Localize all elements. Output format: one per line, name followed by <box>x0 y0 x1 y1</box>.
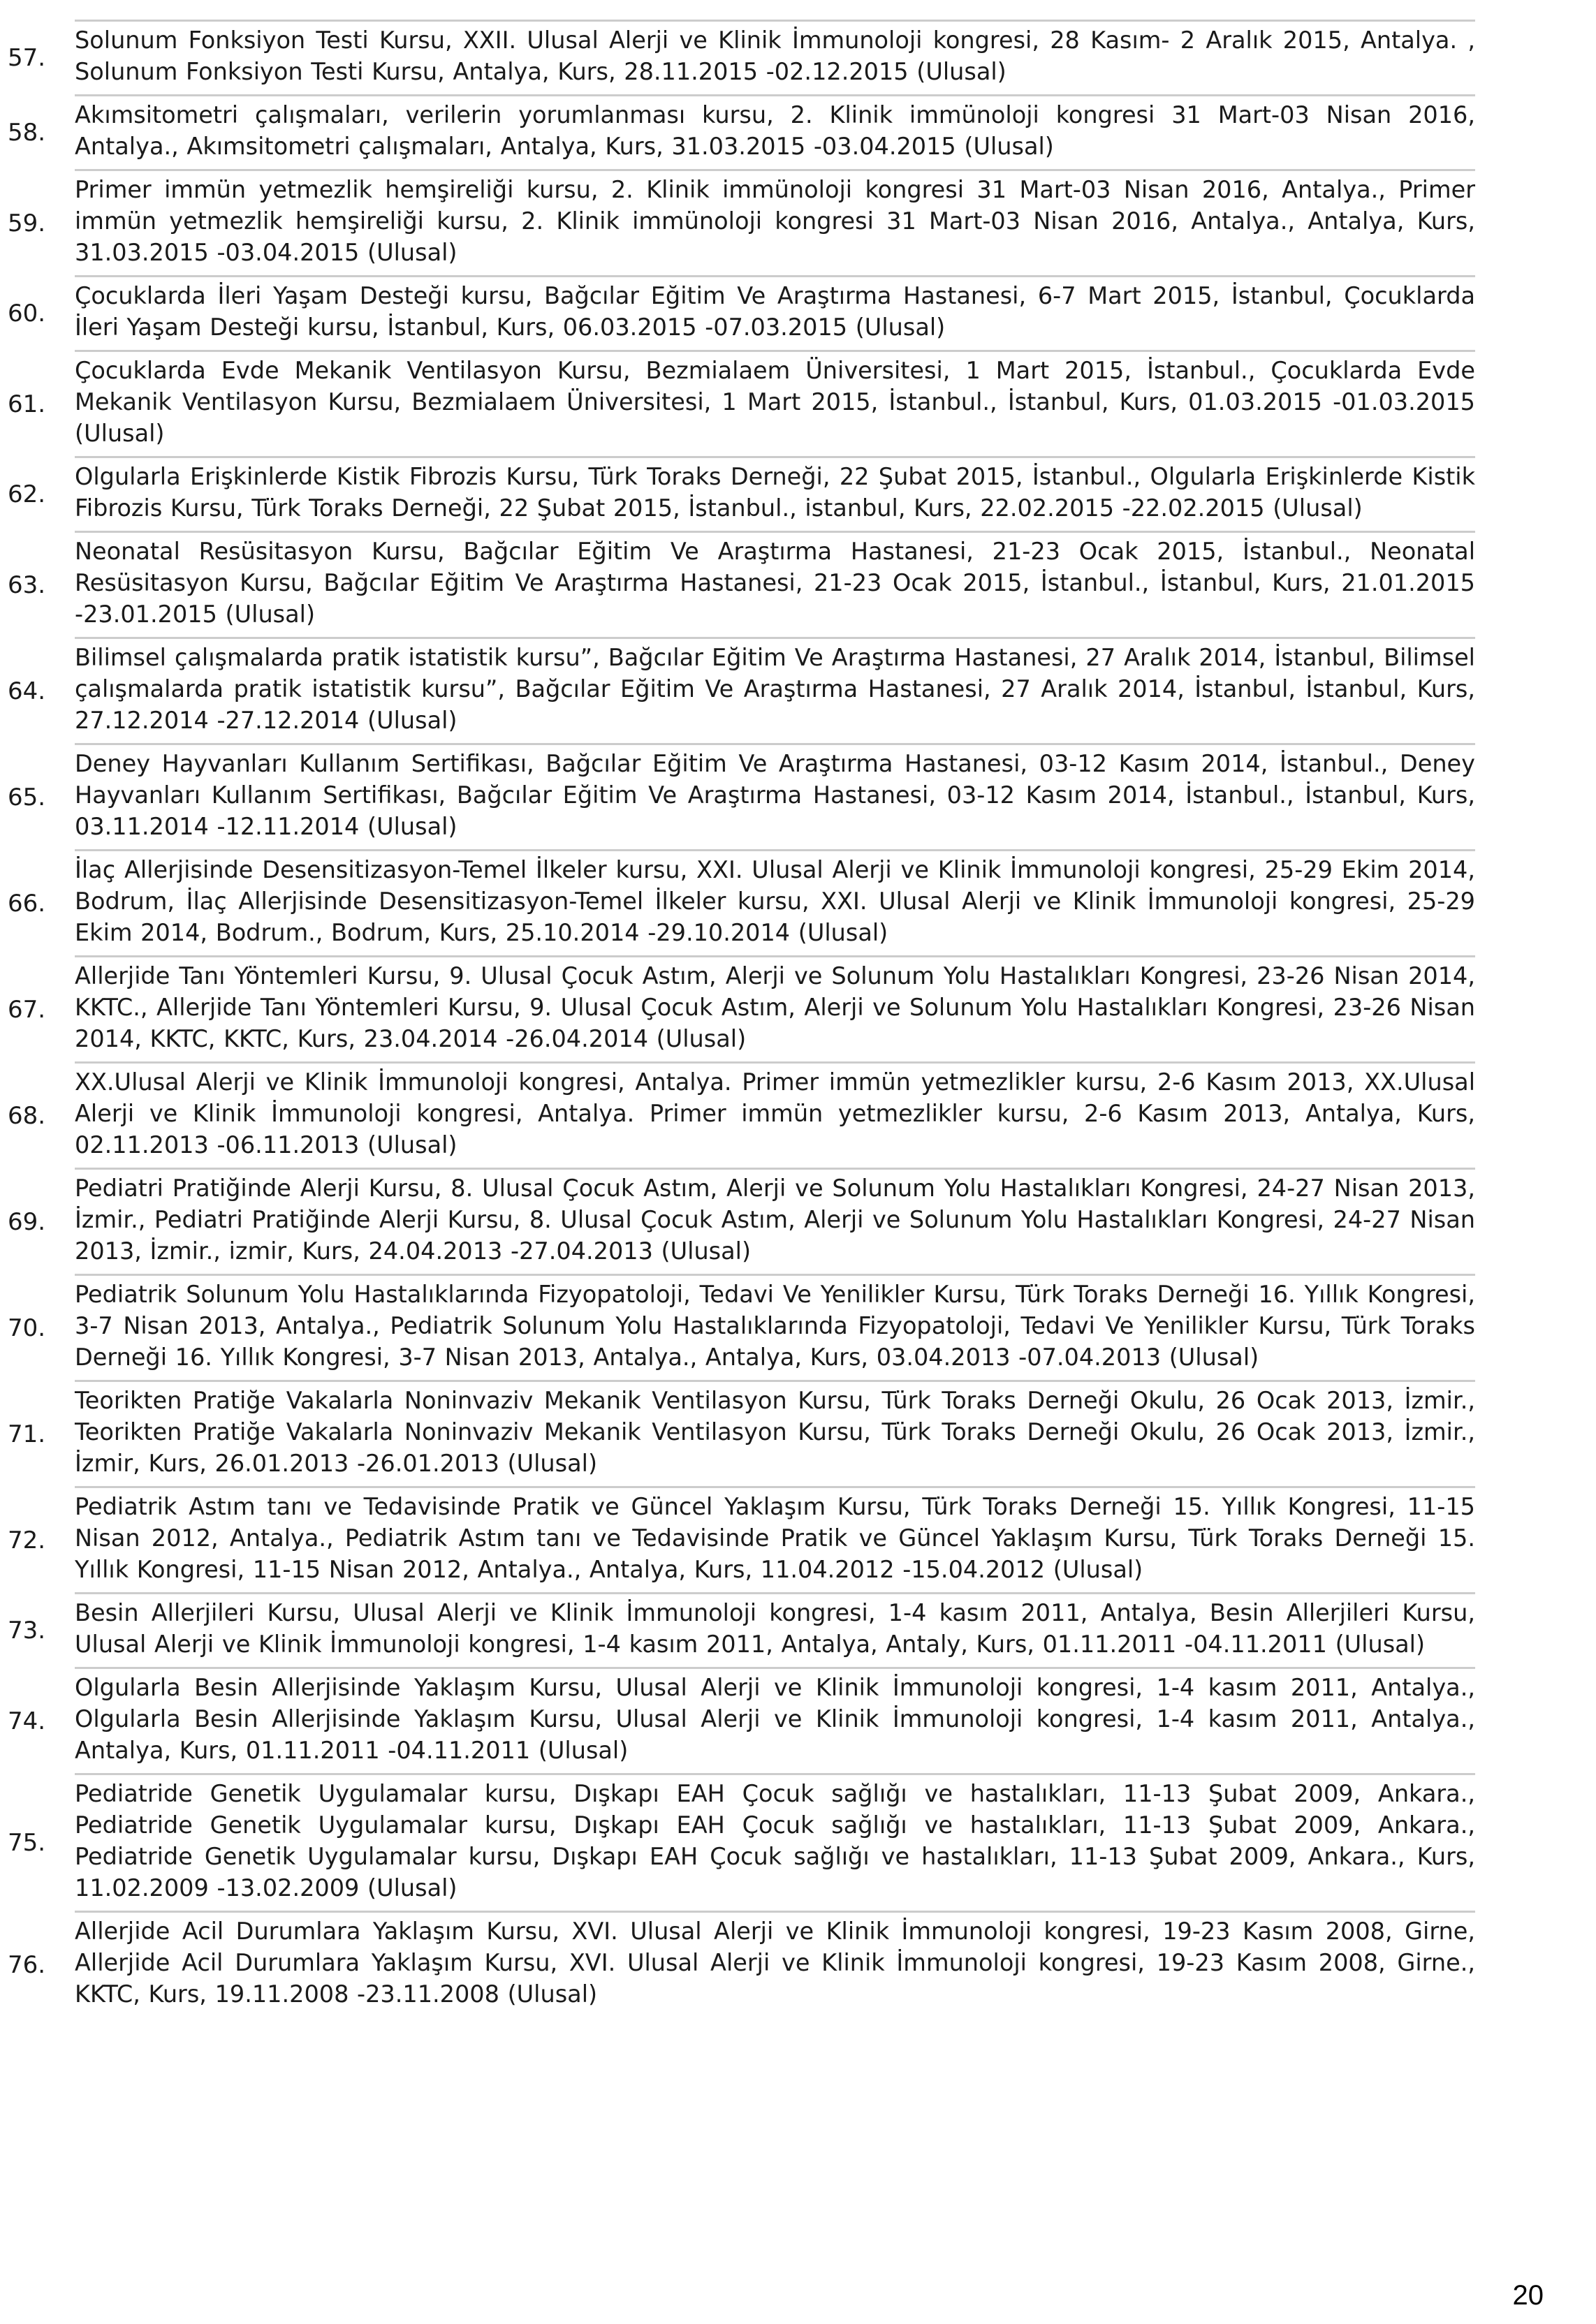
list-item <box>8 350 1475 456</box>
list-item <box>8 169 1475 275</box>
item-number: 71. <box>8 1420 46 1448</box>
item-text: Solunum Fonksiyon Testi Kursu, XXII. Ulusal Alerji ve Klinik İmmunoloji kongresi, 28 Kasım- 2 Aralık 2015, Antalya. , Solunum Fonksiyon Testi Kursu, Antalya, Kurs, 28.11.2015 -02.12.2015 (Ulusal) <box>75 27 1475 85</box>
item-number: 72. <box>8 1526 46 1554</box>
list-item <box>8 1667 1475 1773</box>
item-text: Olgularla Erişkinlerde Kistik Fibrozis Kursu, Türk Toraks Derneği, 22 Şubat 2015, İstanbul., Olgularla Erişkinlerde Kistik Fibrozis Kursu, Türk Toraks Derneği, 22 Şubat 2015, İstanbul., istanbul, Kurs, 22.02.2015 -22.02.2015 (Ulusal) <box>75 463 1475 522</box>
list-item <box>8 1486 1475 1592</box>
list-item <box>8 531 1475 637</box>
list-item <box>8 849 1475 955</box>
item-number: 58. <box>8 119 46 147</box>
item-text: Pediatride Genetik Uygulamalar kursu, Dışkapı EAH Çocuk sağlığı ve hastalıkları, 11-13 Şubat 2009, Ankara., Pediatride Genetik Uygulamalar kursu, Dışkapı EAH Çocuk sağlığı ve hastalıkları, 11-13 Şubat 2009, Ankara., Pediatride Genetik Uygulamalar kursu, Dışkapı EAH Çocuk sağlığı ve hastalıkları, 11-13 Şubat 2009, Ankara., Kurs, 11.02.2009 -13.02.2009 (Ulusal) <box>75 1780 1475 1902</box>
item-number: 67. <box>8 995 46 1024</box>
item-number: 68. <box>8 1101 46 1130</box>
item-text: İlaç Allerjisinde Desensitizasyon-Temel İlkeler kursu, XXI. Ulusal Alerji ve Klinik İmmunoloji kongresi, 25-29 Ekim 2014, Bodrum, İlaç Allerjisinde Desensitizasyon-Temel İlkeler kursu, XXI. Ulusal Alerji ve Klinik İmmunoloji kongresi, 25-29 Ekim 2014, Bodrum., Bodrum, Kurs, 25.10.2014 -29.10.2014 (Ulusal) <box>75 856 1475 946</box>
item-number: 62. <box>8 480 46 508</box>
list-item <box>8 456 1475 531</box>
item-number: 59. <box>8 209 46 237</box>
item-text: Deney Hayvanları Kullanım Sertifikası, Bağcılar Eğitim Ve Araştırma Hastanesi, 03-12 Kasım 2014, İstanbul., Deney Hayvanları Kullanım Sertifikası, Bağcılar Eğitim Ve Araştırma Hastanesi, 03-12 Kasım 2014, İstanbul., İstanbul, Kurs, 03.11.2014 -12.11.2014 (Ulusal) <box>75 750 1475 840</box>
item-text: Pediatri Pratiğinde Alerji Kursu, 8. Ulusal Çocuk Astım, Alerji ve Solunum Yolu Hastalıkları Kongresi, 24-27 Nisan 2013, İzmir., Pediatri Pratiğinde Alerji Kursu, 8. Ulusal Çocuk Astım, Alerji ve Solunum Yolu Hastalıkları Kongresi, 24-27 Nisan 2013, İzmir., izmir, Kurs, 24.04.2013 -27.04.2013 (Ulusal) <box>75 1175 1475 1265</box>
list-item <box>8 1380 1475 1486</box>
item-number: 76. <box>8 1950 46 1979</box>
item-text: Olgularla Besin Allerjisinde Yaklaşım Kursu, Ulusal Alerji ve Klinik İmmunoloji kongresi, 1-4 kasım 2011, Antalya., Olgularla Besin Allerjisinde Yaklaşım Kursu, Ulusal Alerji ve Klinik İmmunoloji kongresi, 1-4 kasım 2011, Antalya., Antalya, Kurs, 01.11.2011 -04.11.2011 (Ulusal) <box>75 1674 1475 1764</box>
item-number: 61. <box>8 390 46 418</box>
item-text: Bilimsel çalışmalarda pratik istatistik kursu”, Bağcılar Eğitim Ve Araştırma Hastanesi, 27 Aralık 2014, İstanbul, Bilimsel çalışmalarda pratik istatistik kursu”, Bağcılar Eğitim Ve Araştırma Hastanesi, 27 Aralık 2014, İstanbul, İstanbul, Kurs, 27.12.2014 -27.12.2014 (Ulusal) <box>75 644 1475 734</box>
item-number: 63. <box>8 571 46 599</box>
item-number: 70. <box>8 1314 46 1342</box>
item-text: Teorikten Pratiğe Vakalarla Noninvaziv Mekanik Ventilasyon Kursu, Türk Toraks Derneği Okulu, 26 Ocak 2013, İzmir., Teorikten Pratiğe Vakalarla Noninvaziv Mekanik Ventilasyon Kursu, Türk Toraks Derneği Okulu, 26 Ocak 2013, İzmir., İzmir, Kurs, 26.01.2013 -26.01.2013 (Ulusal) <box>75 1387 1475 1477</box>
list-item <box>8 637 1475 743</box>
item-text: Çocuklarda Evde Mekanik Ventilasyon Kursu, Bezmialaem Üniversitesi, 1 Mart 2015, İstanbul., Çocuklarda Evde Mekanik Ventilasyon Kursu, Bezmialaem Üniversitesi, 1 Mart 2015, İstanbul., İstanbul, Kurs, 01.03.2015 -01.03.2015 (Ulusal) <box>75 357 1475 447</box>
item-text: Allerjide Tanı Yöntemleri Kursu, 9. Ulusal Çocuk Astım, Alerji ve Solunum Yolu Hastalıkları Kongresi, 23-26 Nisan 2014, KKTC., Allerjide Tanı Yöntemleri Kursu, 9. Ulusal Çocuk Astım, Alerji ve Solunum Yolu Hastalıkları Kongresi, 23-26 Nisan 2014, KKTC, KKTC, Kurs, 23.04.2014 -26.04.2014 (Ulusal) <box>75 962 1475 1052</box>
item-text: Primer immün yetmezlik hemşireliği kursu, 2. Klinik immünoloji kongresi 31 Mart-03 Nisan 2016, Antalya., Primer immün yetmezlik hemşireliği kursu, 2. Klinik immünoloji kongresi 31 Mart-03 Nisan 2016, Antalya., Antalya, Kurs, 31.03.2015 -03.04.2015 (Ulusal) <box>75 176 1475 266</box>
page-number: 20 <box>1512 2280 1544 2311</box>
item-number: 75. <box>8 1829 46 1857</box>
item-number: 69. <box>8 1207 46 1236</box>
list-item <box>8 743 1475 849</box>
item-text: Besin Allerjileri Kursu, Ulusal Alerji ve Klinik İmmunoloji kongresi, 1-4 kasım 2011, Antalya, Besin Allerjileri Kursu, Ulusal Alerji ve Klinik İmmunoloji kongresi, 1-4 kasım 2011, Antalya, Antaly, Kurs, 01.11.2011 -04.11.2011 (Ulusal) <box>75 1599 1475 1658</box>
list-item <box>8 275 1475 350</box>
item-number: 73. <box>8 1617 46 1645</box>
list-item <box>8 94 1475 169</box>
item-text: Çocuklarda İleri Yaşam Desteği kursu, Bağcılar Eğitim Ve Araştırma Hastanesi, 6-7 Mart 2015, İstanbul, Çocuklarda İleri Yaşam Desteği kursu, İstanbul, Kurs, 06.03.2015 -07.03.2015 (Ulusal) <box>75 282 1475 341</box>
list-item <box>8 1274 1475 1380</box>
list-item <box>8 20 1475 94</box>
list-item <box>8 955 1475 1061</box>
list-item <box>8 1773 1475 1911</box>
course-list <box>0 20 1596 2017</box>
item-text: XX.Ulusal Alerji ve Klinik İmmunoloji kongresi, Antalya. Primer immün yetmezlikler kursu, 2-6 Kasım 2013, XX.Ulusal Alerji ve Klinik İmmunoloji kongresi, Antalya. Primer immün yetmezlikler kursu, 2-6 Kasım 2013, Antalya, Kurs, 02.11.2013 -06.11.2013 (Ulusal) <box>75 1068 1475 1159</box>
item-number: 66. <box>8 889 46 918</box>
list-item <box>8 1061 1475 1168</box>
list-item <box>8 1592 1475 1667</box>
list-item <box>8 1168 1475 1274</box>
item-number: 57. <box>8 44 46 72</box>
item-text: Akımsitometri çalışmaları, verilerin yorumlanması kursu, 2. Klinik immünoloji kongresi 31 Mart-03 Nisan 2016, Antalya., Akımsitometri çalışmaları, Antalya, Kurs, 31.03.2015 -03.04.2015 (Ulusal) <box>75 101 1475 160</box>
item-number: 65. <box>8 783 46 811</box>
item-text: Allerjide Acil Durumlara Yaklaşım Kursu, XVI. Ulusal Alerji ve Klinik İmmunoloji kongresi, 19-23 Kasım 2008, Girne, Allerjide Acil Durumlara Yaklaşım Kursu, XVI. Ulusal Alerji ve Klinik İmmunoloji kongresi, 19-23 Kasım 2008, Girne., KKTC, Kurs, 19.11.2008 -23.11.2008 (Ulusal) <box>75 1918 1475 2008</box>
item-number: 60. <box>8 300 46 328</box>
item-text: Pediatrik Solunum Yolu Hastalıklarında Fizyopatoloji, Tedavi Ve Yenilikler Kursu, Türk Toraks Derneği 16. Yıllık Kongresi, 3-7 Nisan 2013, Antalya., Pediatrik Solunum Yolu Hastalıklarında Fizyopatoloji, Tedavi Ve Yenilikler Kursu, Türk Toraks Derneği 16. Yıllık Kongresi, 3-7 Nisan 2013, Antalya., Antalya, Kurs, 03.04.2013 -07.04.2013 (Ulusal) <box>75 1281 1475 1371</box>
item-text: Neonatal Resüsitasyon Kursu, Bağcılar Eğitim Ve Araştırma Hastanesi, 21-23 Ocak 2015, İstanbul., Neonatal Resüsitasyon Kursu, Bağcılar Eğitim Ve Araştırma Hastanesi, 21-23 Ocak 2015, İstanbul., İstanbul, Kurs, 21.01.2015 -23.01.2015 (Ulusal) <box>75 538 1475 628</box>
item-text: Pediatrik Astım tanı ve Tedavisinde Pratik ve Güncel Yaklaşım Kursu, Türk Toraks Derneği 15. Yıllık Kongresi, 11-15 Nisan 2012, Antalya., Pediatrik Astım tanı ve Tedavisinde Pratik ve Güncel Yaklaşım Kursu, Türk Toraks Derneği 15. Yıllık Kongresi, 11-15 Nisan 2012, Antalya., Antalya, Kurs, 11.04.2012 -15.04.2012 (Ulusal) <box>75 1493 1475 1583</box>
item-number: 74. <box>8 1707 46 1735</box>
item-number: 64. <box>8 677 46 705</box>
list-item <box>8 1911 1475 2017</box>
